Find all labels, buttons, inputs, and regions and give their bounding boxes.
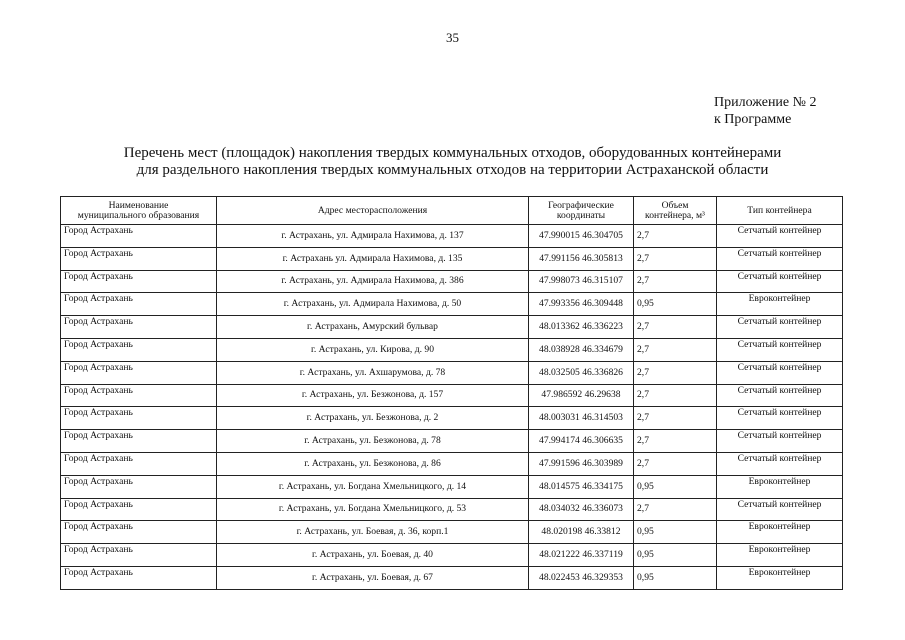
cell-coordinates: 47.994174 46.306635 — [529, 430, 634, 453]
cell-container-type: Сетчатый контейнер — [717, 338, 843, 361]
cell-volume: 2,7 — [634, 270, 717, 293]
cell-address: г. Астрахань, ул. Безжонова, д. 2 — [217, 407, 529, 430]
cell-volume: 2,7 — [634, 452, 717, 475]
cell-municipality: Город Астрахань — [61, 293, 217, 316]
appendix-line-1: Приложение № 2 — [714, 95, 817, 110]
cell-container-type: Сетчатый контейнер — [717, 430, 843, 453]
table-row — [61, 566, 843, 589]
cell-container-type: Евроконтейнер — [717, 544, 843, 567]
header-volume: Объем контейнера, м³ — [634, 197, 717, 225]
cell-municipality: Город Астрахань — [61, 475, 217, 498]
cell-volume: 0,95 — [634, 544, 717, 567]
cell-coordinates: 48.020198 46.33812 — [529, 521, 634, 544]
cell-address: г. Астрахань, ул. Кирова, д. 90 — [217, 338, 529, 361]
cell-address: г. Астрахань, ул. Боевая, д. 40 — [217, 544, 529, 567]
cell-coordinates: 47.991596 46.303989 — [529, 452, 634, 475]
header-address: Адрес месторасположения — [217, 197, 529, 225]
page-number: 35 — [446, 30, 459, 45]
cell-address: г. Астрахань, ул. Безжонова, д. 78 — [217, 430, 529, 453]
cell-address: г. Астрахань, ул. Адмирала Нахимова, д. 50 — [217, 293, 529, 316]
appendix-note — [714, 94, 817, 128]
table-row — [61, 225, 843, 248]
cell-coordinates: 47.991156 46.305813 — [529, 247, 634, 270]
table-row — [61, 270, 843, 293]
cell-volume: 0,95 — [634, 293, 717, 316]
cell-coordinates: 48.003031 46.314503 — [529, 407, 634, 430]
cell-address: г. Астрахань ул. Адмирала Нахимова, д. 135 — [217, 247, 529, 270]
appendix-line-2: к Программе — [714, 112, 792, 127]
cell-volume: 2,7 — [634, 225, 717, 248]
cell-container-type: Сетчатый контейнер — [717, 452, 843, 475]
cell-municipality: Город Астрахань — [61, 361, 217, 384]
cell-municipality: Город Астрахань — [61, 544, 217, 567]
cell-container-type: Евроконтейнер — [717, 475, 843, 498]
table-header — [61, 197, 843, 225]
table-row — [61, 316, 843, 339]
cell-volume: 2,7 — [634, 316, 717, 339]
table-row — [61, 452, 843, 475]
header-container-type: Тип контейнера — [717, 197, 843, 225]
cell-coordinates: 48.034032 46.336073 — [529, 498, 634, 521]
cell-address: г. Астрахань, ул. Ахшарумова, д. 78 — [217, 361, 529, 384]
cell-volume: 0,95 — [634, 521, 717, 544]
cell-address: г. Астрахань, ул. Адмирала Нахимова, д. 386 — [217, 270, 529, 293]
table-row — [61, 338, 843, 361]
cell-coordinates: 48.032505 46.336826 — [529, 361, 634, 384]
cell-municipality: Город Астрахань — [61, 566, 217, 589]
cell-container-type: Сетчатый контейнер — [717, 247, 843, 270]
cell-volume: 2,7 — [634, 361, 717, 384]
table-row — [61, 521, 843, 544]
cell-municipality: Город Астрахань — [61, 452, 217, 475]
cell-volume: 0,95 — [634, 566, 717, 589]
cell-coordinates: 48.038928 46.334679 — [529, 338, 634, 361]
cell-municipality: Город Астрахань — [61, 521, 217, 544]
cell-volume: 2,7 — [634, 338, 717, 361]
cell-container-type: Сетчатый контейнер — [717, 407, 843, 430]
header-municipality: Наименование муниципального образования — [61, 197, 217, 225]
cell-address: г. Астрахань, ул. Боевая, д. 36, корп.1 — [217, 521, 529, 544]
cell-volume: 2,7 — [634, 384, 717, 407]
title-line-2: для раздельного накопления твердых коммунальных отходов на территории Астраханской области — [136, 162, 769, 178]
cell-container-type: Сетчатый контейнер — [717, 225, 843, 248]
header-row — [61, 197, 843, 225]
cell-coordinates: 48.021222 46.337119 — [529, 544, 634, 567]
cell-container-type: Сетчатый контейнер — [717, 384, 843, 407]
cell-address: г. Астрахань, ул. Адмирала Нахимова, д. 137 — [217, 225, 529, 248]
cell-coordinates: 47.998073 46.315107 — [529, 270, 634, 293]
cell-municipality: Город Астрахань — [61, 498, 217, 521]
cell-municipality: Город Астрахань — [61, 316, 217, 339]
cell-address: г. Астрахань, ул. Безжонова, д. 157 — [217, 384, 529, 407]
table-body — [61, 225, 843, 590]
cell-container-type: Евроконтейнер — [717, 521, 843, 544]
cell-volume: 2,7 — [634, 247, 717, 270]
cell-container-type: Евроконтейнер — [717, 293, 843, 316]
table-row — [61, 430, 843, 453]
cell-municipality: Город Астрахань — [61, 407, 217, 430]
cell-municipality: Город Астрахань — [61, 270, 217, 293]
table-row — [61, 247, 843, 270]
cell-address: г. Астрахань, ул. Богдана Хмельницкого, д. 53 — [217, 498, 529, 521]
cell-coordinates: 47.993356 46.309448 — [529, 293, 634, 316]
table-row — [61, 361, 843, 384]
title-line-1: Перечень мест (площадок) накопления твердых коммунальных отходов, оборудованных контейнерами — [123, 145, 782, 161]
cell-coordinates: 48.014575 46.334175 — [529, 475, 634, 498]
cell-container-type: Сетчатый контейнер — [717, 361, 843, 384]
cell-coordinates: 47.990015 46.304705 — [529, 225, 634, 248]
table-row — [61, 293, 843, 316]
cell-address: г. Астрахань, Амурский бульвар — [217, 316, 529, 339]
header-coordinates: Географические координаты — [529, 197, 634, 225]
cell-volume: 2,7 — [634, 430, 717, 453]
cell-coordinates: 48.013362 46.336223 — [529, 316, 634, 339]
cell-container-type: Сетчатый контейнер — [717, 498, 843, 521]
cell-volume: 0,95 — [634, 475, 717, 498]
cell-coordinates: 48.022453 46.329353 — [529, 566, 634, 589]
cell-municipality: Город Астрахань — [61, 430, 217, 453]
cell-address: г. Астрахань, ул. Боевая, д. 67 — [217, 566, 529, 589]
cell-container-type: Евроконтейнер — [717, 566, 843, 589]
table-row — [61, 544, 843, 567]
cell-municipality: Город Астрахань — [61, 225, 217, 248]
cell-municipality: Город Астрахань — [61, 247, 217, 270]
cell-container-type: Сетчатый контейнер — [717, 316, 843, 339]
cell-municipality: Город Астрахань — [61, 384, 217, 407]
waste-sites-table — [60, 196, 843, 590]
document-title — [60, 145, 845, 179]
table-row — [61, 475, 843, 498]
cell-address: г. Астрахань, ул. Безжонова, д. 86 — [217, 452, 529, 475]
cell-coordinates: 47.986592 46.29638 — [529, 384, 634, 407]
table-row — [61, 407, 843, 430]
cell-municipality: Город Астрахань — [61, 338, 217, 361]
cell-address: г. Астрахань, ул. Богдана Хмельницкого, д. 14 — [217, 475, 529, 498]
cell-container-type: Сетчатый контейнер — [717, 270, 843, 293]
table-row — [61, 498, 843, 521]
table-row — [61, 384, 843, 407]
cell-volume: 2,7 — [634, 498, 717, 521]
cell-volume: 2,7 — [634, 407, 717, 430]
